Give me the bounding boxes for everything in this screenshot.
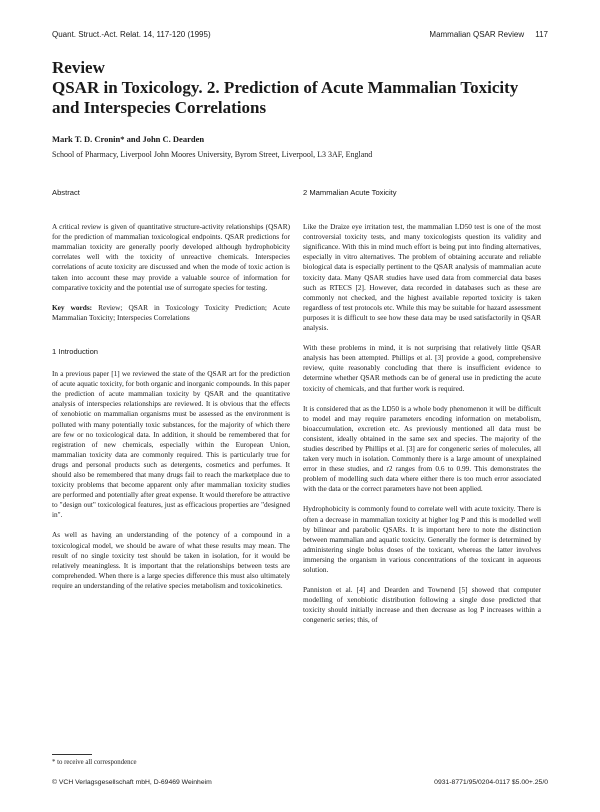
running-title-and-page: [429, 30, 548, 39]
title-block: [52, 58, 548, 159]
keywords-text: Review; QSAR in Toxicology Toxicity Prediction; Acute Mammalian Toxicity; Interspecies Correlations: [52, 302, 290, 322]
footnote-rule: [52, 754, 92, 755]
intro-paragraph-2: As well as having an understanding of the potency of a compound in a toxicological model, we should be aware of what these results may mean. The result of no single toxicity test should be taken in isolation, for it would be relatively meaningless. It is important that the relationships between tests are comprehended. When there is a large species difference this must also ultimately require an understanding of the relative species metabolism and toxicokinetics.: [52, 530, 290, 590]
section2-paragraph-2: With these problems in mind, it is not surprising that relatively little QSAR analysis has been attempted. Phillips et al. [3] provide a good, comprehensive review, quite reasonably concluding that there is insufficient evidence to determine whether QSAR methods can be of general use in predicting the acute toxicity of chemicals, and that further work is required.: [303, 343, 541, 393]
left-column: [52, 188, 290, 601]
keywords-label: Key words:: [52, 302, 93, 312]
section2-paragraph-1: Like the Draize eye irritation test, the mammalian LD50 test is one of the most controversial toxicity tests, and many toxicologists question its validity and significance. With this in mind much effort is being put into finding alternatives, especially in vitro alternatives. The problem of obtaining accurate and reliable biological data is especially pertinent to the QSAR analysis of mammalian acute toxicity data. Many QSAR studies have used data from commercial data bases such as RTECS [2]. However, data recorded in databases such as these are commonly not checked, and the highest available reported toxicity is taken regardless of test protocols etc. While this may be suitable for hazard assessment purposes it is difficult to see how these data may be used satisfactorily in QSAR analysis.: [303, 222, 541, 333]
footnote: [52, 754, 290, 766]
section2-heading: 2 Mammalian Acute Toxicity: [303, 188, 397, 197]
right-column: [303, 188, 541, 635]
footnote-text: * to receive all correspondence: [52, 759, 137, 766]
abstract-text: A critical review is given of quantitative structure-activity relationships (QSAR) for the prediction of mammalian toxicological endpoints. QSAR predictions for mammalian toxicity are generally poorly developed although hydrophobicity correlates well with the toxicity of unreactive chemicals. Interspecies correlations of acute toxicity are discussed and when the mode of toxic action is taken into account these may provide a valuable source of information for comparative toxicity and the potential use of surrogate species for testing.: [52, 222, 290, 292]
running-title: Mammalian QSAR Review: [429, 30, 525, 39]
keywords: [52, 303, 290, 323]
article-authors: Mark T. D. Cronin* and John C. Dearden: [52, 134, 205, 144]
section2-paragraph-5: Panniston et al. [4] and Dearden and Townend [5] showed that computer modelling of xenobiotic distribution following a single dose predicted that toxicity should initially increase and then decrease as log P increases within a congeneric series; this, of: [303, 585, 541, 625]
section2-paragraph-3: It is considered that as the LD50 is a whole body phenomenon it will be difficult to model and may require parameters encoding information on metabolism, bioaccumulation, excretion etc. As previously mentioned all data must be consistent, ideally obtained in the same sex and species. The majority of the studies described by Phillips et al. [3] are for congeneric series of molecules, all taken very much in isolation. Commonly there is a large amount of unexplained error in these studies, and r2 ranges from 0.6 to 0.99. This demonstrates the problem of modelling such data where either there is too much error associated with the data or the correct parameters have not been applied.: [303, 403, 541, 494]
intro-paragraph-1: In a previous paper [1] we reviewed the state of the QSAR art for the prediction of acute aquatic toxicity, for both organic and inorganic compounds. In this paper the prediction of acute mammalian toxicity by QSAR and the quantitative analysis of interspecies relationships are reviewed. It is obvious that the effects of xenobiotic on mammalian organisms must be assessed as the environment is polluted with many potentially toxic substances, for the majority of which there are few or no toxicological data. In addition, it should be remembered that for registration of new chemicals, especially within the European Union, mammalian toxicity data are commonly required. This is particularly true for drugs and personal products such as detergents, cosmetics and perfumes. It should also be remembered that many drugs fail to reach the marketplace due to toxicity problems that become apparent only after mammalian toxicity studies are performed and potentially after great expense. It would therefore be attractive to "design out" toxicological features, just as efficacious properties are "designed in".: [52, 369, 290, 520]
section2-paragraph-4: Hydrophobicity is commonly found to correlate well with acute toxicity. There is often a decrease in mammalian toxicity at higher log P and this is modelled well by bilinear and parabolic QSARs. It is important here to note the distinction between mammalian and aquatic toxicity. Generally the former is determined by administering single bolus doses of the toxicant, whereas the latter involves immersing the organism in various concentrations of the toxicant in aqueous solution.: [303, 504, 541, 574]
page-number: 117: [535, 30, 548, 39]
journal-citation: Quant. Struct.-Act. Relat. 14, 117-120 (1995): [52, 30, 211, 39]
article-type: Review: [52, 58, 105, 77]
article-affiliation: School of Pharmacy, Liverpool John Moores University, Byrom Street, Liverpool, L3 3AF, England: [52, 150, 373, 159]
publisher-line: © VCH Verlagsgesellschaft mbH, D-69469 Weinheim: [52, 779, 212, 786]
article-title: QSAR in Toxicology. 2. Prediction of Acute Mammalian Toxicity and Interspecies Correlations: [52, 78, 519, 117]
running-header: [52, 30, 548, 44]
abstract-heading: Abstract: [52, 188, 80, 197]
issn-code: 0931-8771/95/0204-0117 $5.00+.25/0: [434, 779, 548, 786]
intro-heading: 1 Introduction: [52, 346, 99, 356]
